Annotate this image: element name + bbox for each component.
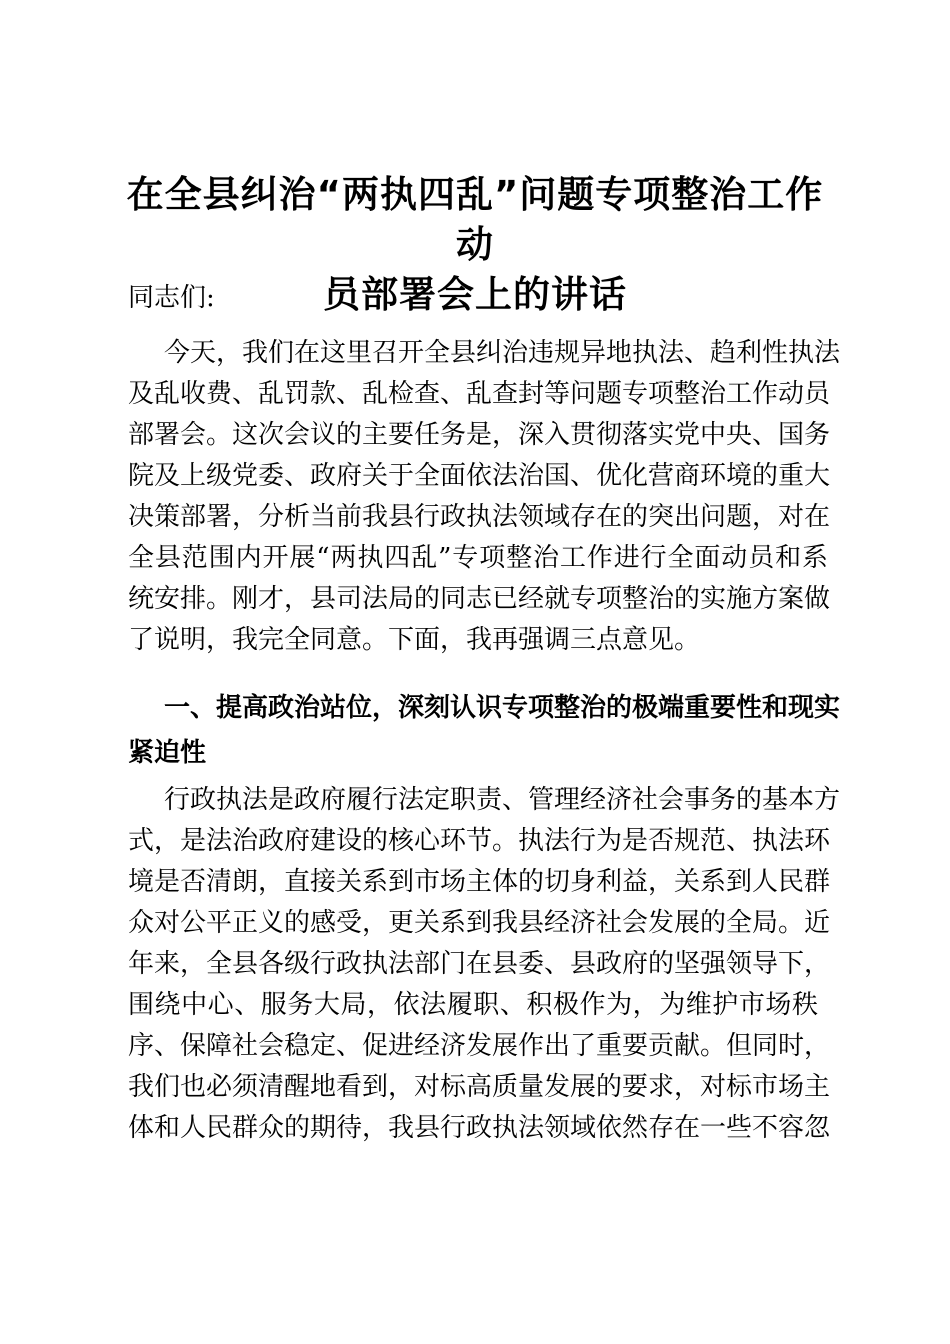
salutation: 同志们:	[128, 283, 215, 313]
paragraph-line: 境是否清朗，直接关系到市场主体的切身利益，关系到人民群	[128, 867, 831, 897]
paragraph-line: 围绕中心、服务大局，依法履职、积极作为，为维护市场秩	[128, 990, 818, 1020]
paragraph-line: 式，是法治政府建设的核心环节。执法行为是否规范、执法环	[128, 826, 831, 856]
title-line: 在全县纠治“两执四乱”问题专项整治工作动	[126, 173, 824, 266]
paragraph-line: 行政执法是政府履行法定职责、管理经济社会事务的基本方	[164, 785, 841, 815]
paragraph-line: 我们也必须清醒地看到，对标高质量发展的要求，对标市场主	[128, 1072, 831, 1102]
paragraph-line: 全县范围内开展“两执四乱”专项整治工作进行全面动员和系	[128, 543, 828, 573]
paragraph-line: 了说明，我完全同意。下面，我再强调三点意见。	[128, 625, 701, 655]
paragraph-line: 体和人民群众的期待，我县行政执法领域依然存在一些不容忽	[128, 1113, 831, 1143]
title-line: 员部署会上的讲话	[323, 273, 627, 316]
section-heading: 一、提高政治站位，深刻认识专项整治的极端重要性和现实	[164, 693, 841, 723]
paragraph-line: 年来，全县各级行政执法部门在县委、县政府的坚强领导下，	[128, 949, 831, 979]
paragraph-line: 众对公平正义的感受，更关系到我县经济社会发展的全局。近	[128, 908, 831, 938]
paragraph-line: 统安排。刚才，县司法局的同志已经就专项整治的实施方案做	[128, 584, 831, 614]
section-heading: 紧迫性	[128, 738, 207, 768]
paragraph-line: 今天，我们在这里召开全县纠治违规异地执法、趋利性执法	[164, 338, 841, 368]
paragraph-line: 序、保障社会稳定、促进经济发展作出了重要贡献。但同时，	[128, 1031, 831, 1061]
paragraph-line: 院及上级党委、政府关于全面依法治国、优化营商环境的重大	[128, 461, 831, 491]
paragraph-line: 决策部署，分析当前我县行政执法领域存在的突出问题，对在	[128, 502, 831, 532]
paragraph-line: 及乱收费、乱罚款、乱检查、乱查封等问题专项整治工作动员	[128, 379, 831, 409]
paragraph-line: 部署会。这次会议的主要任务是，深入贯彻落实党中央、国务	[128, 420, 831, 450]
